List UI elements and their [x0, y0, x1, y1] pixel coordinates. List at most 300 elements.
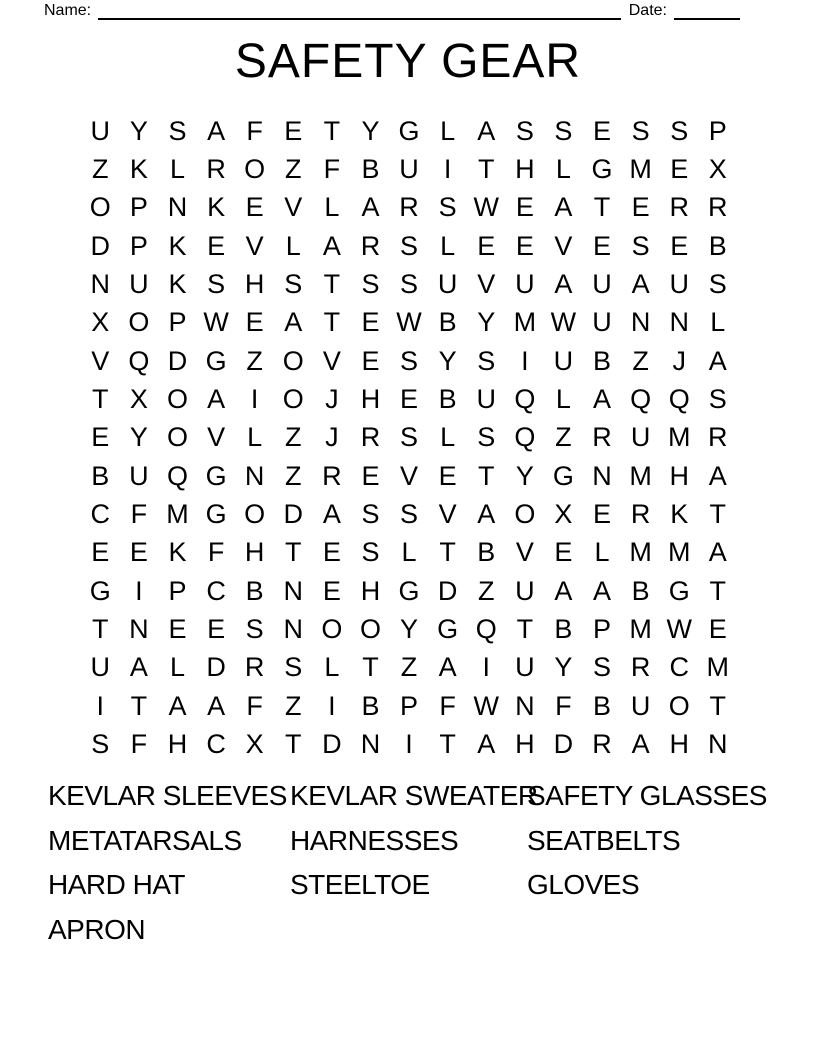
grid-letter: O — [244, 499, 266, 530]
grid-letter: J — [325, 384, 339, 415]
grid-letter: A — [631, 729, 650, 760]
word-list-item: SEATBELTS — [527, 824, 681, 856]
grid-letter: P — [168, 575, 187, 606]
grid-letter: X — [245, 729, 264, 760]
word-list-item: KEVLAR SWEATER — [290, 780, 538, 812]
grid-letter: S — [168, 115, 187, 146]
grid-letter: O — [166, 384, 188, 415]
grid-letter: V — [400, 460, 419, 491]
grid-letter: N — [669, 307, 689, 338]
grid-letter: H — [244, 537, 265, 568]
grid-letter: B — [631, 575, 650, 606]
grid-letter: S — [400, 230, 419, 261]
grid-letter: Z — [285, 460, 302, 491]
grid-letter: E — [515, 230, 534, 261]
grid-letter: I — [521, 345, 529, 376]
grid-letter: S — [91, 729, 110, 760]
grid-letter: U — [476, 384, 496, 415]
grid-letter: Z — [555, 422, 572, 453]
grid-letter: Z — [477, 575, 495, 606]
grid-letter: E — [361, 307, 380, 338]
grid-letter: E — [207, 614, 226, 645]
grid-letter: U — [630, 690, 651, 721]
grid-letter: A — [477, 499, 496, 530]
grid-letter: C — [206, 729, 226, 760]
grid-letter: S — [400, 499, 419, 530]
grid-letter: T — [323, 307, 341, 338]
grid-letter: E — [322, 575, 341, 606]
grid-letter: U — [129, 460, 149, 491]
grid-letter: U — [630, 422, 651, 453]
grid-letter: E — [361, 460, 380, 491]
grid-letter: W — [666, 614, 692, 645]
grid-letter: M — [513, 307, 537, 338]
grid-letter: B — [361, 154, 380, 185]
grid-letter: M — [629, 614, 652, 645]
grid-letter: S — [284, 269, 303, 300]
grid-letter: F — [207, 537, 225, 568]
grid-letter: S — [245, 614, 264, 645]
grid-letter: U — [399, 154, 419, 185]
grid-letter: M — [629, 460, 652, 491]
grid-letter: N — [90, 269, 111, 300]
grid-letter: G — [398, 115, 420, 146]
grid-letter: F — [130, 729, 148, 760]
grid-letter: E — [708, 614, 727, 645]
word-list-item: SAFETY GLASSES — [527, 780, 767, 812]
grid-letter: B — [554, 614, 573, 645]
grid-letter: S — [631, 115, 650, 146]
grid-letter: E — [670, 154, 689, 185]
grid-letter: O — [321, 614, 343, 645]
word-list-item: GLOVES — [527, 869, 640, 901]
grid-letter: P — [129, 192, 148, 223]
grid-letter: X — [129, 384, 148, 415]
grid-letter: E — [129, 537, 148, 568]
grid-letter: Y — [438, 345, 457, 376]
grid-letter: P — [168, 307, 187, 338]
grid-letter: Y — [554, 652, 573, 683]
grid-letter: Z — [632, 345, 649, 376]
grid-letter: N — [630, 307, 651, 338]
grid-letter: G — [591, 154, 613, 185]
grid-letter: H — [515, 729, 535, 760]
grid-letter: U — [90, 652, 111, 683]
grid-letter: T — [477, 460, 495, 491]
grid-letter: A — [438, 652, 457, 683]
grid-letter: E — [361, 345, 380, 376]
grid-letter: V — [438, 499, 457, 530]
grid-letter: Q — [514, 384, 536, 415]
grid-letter: K — [168, 537, 187, 568]
grid-letter: Z — [285, 422, 302, 453]
grid-letter: A — [129, 652, 148, 683]
grid-letter: T — [593, 192, 611, 223]
grid-letter: B — [91, 460, 110, 491]
grid-letter: B — [438, 307, 457, 338]
grid-letter: A — [708, 345, 727, 376]
grid-letter: S — [593, 652, 612, 683]
grid-letter: N — [515, 690, 535, 721]
grid-letter: F — [130, 499, 148, 530]
grid-letter: V — [207, 422, 226, 453]
grid-letter: T — [285, 729, 302, 760]
grid-letter: E — [438, 460, 457, 491]
grid-letter: O — [668, 690, 690, 721]
grid-letter: D — [90, 230, 111, 261]
grid-letter: W — [203, 307, 229, 338]
grid-letter: K — [168, 230, 187, 261]
grid-letter: Q — [166, 460, 188, 491]
grid-letter: S — [631, 230, 650, 261]
grid-letter: R — [669, 192, 689, 223]
grid-letter: D — [283, 499, 304, 530]
grid-letter: N — [708, 729, 728, 760]
grid-letter: C — [206, 575, 226, 606]
grid-letter: T — [323, 115, 341, 146]
grid-letter: S — [284, 652, 303, 683]
grid-letter: A — [207, 115, 226, 146]
grid-letter: Y — [477, 307, 496, 338]
grid-letter: T — [130, 690, 148, 721]
grid-letter: O — [359, 614, 381, 645]
grid-letter: O — [514, 499, 536, 530]
grid-letter: A — [554, 192, 573, 223]
grid-letter: S — [400, 269, 419, 300]
grid-letter: A — [477, 729, 496, 760]
grid-letter: K — [129, 154, 148, 185]
grid-letter: L — [710, 307, 726, 338]
grid-letter: A — [708, 460, 727, 491]
grid-letter: L — [169, 154, 185, 185]
grid-letter: T — [362, 652, 379, 683]
grid-letter: N — [244, 460, 265, 491]
grid-letter: U — [437, 269, 458, 300]
name-label: Name: — [44, 2, 92, 19]
grid-letter: Q — [128, 345, 150, 376]
grid-letter: Y — [400, 614, 419, 645]
grid-letter: S — [554, 115, 573, 146]
grid-letter: V — [91, 345, 110, 376]
grid-letter: E — [245, 192, 264, 223]
grid-letter: H — [515, 154, 535, 185]
grid-letter: O — [244, 154, 266, 185]
name-fill-line — [98, 1, 621, 20]
grid-letter: Z — [285, 154, 302, 185]
grid-letter: U — [553, 345, 574, 376]
grid-letter: X — [91, 307, 110, 338]
grid-letter: V — [515, 537, 534, 568]
grid-letter: P — [400, 690, 419, 721]
grid-letter: U — [129, 269, 149, 300]
grid-letter: D — [553, 729, 574, 760]
grid-letter: O — [128, 307, 150, 338]
grid-letter: G — [668, 575, 690, 606]
grid-letter: E — [554, 537, 573, 568]
grid-letter: G — [89, 575, 111, 606]
grid-letter: R — [592, 422, 612, 453]
grid-letter: F — [246, 690, 263, 721]
grid-letter: R — [708, 192, 728, 223]
grid-letter: N — [167, 192, 188, 223]
grid-letter: A — [284, 307, 303, 338]
word-list-item: STEELTOE — [290, 869, 430, 901]
grid-letter: G — [437, 614, 459, 645]
grid-letter: C — [90, 499, 111, 530]
grid-letter: S — [477, 345, 496, 376]
grid-letter: A — [631, 269, 650, 300]
grid-letter: U — [592, 269, 612, 300]
grid-letter: W — [550, 307, 577, 338]
grid-letter: I — [96, 690, 105, 721]
grid-letter: T — [92, 384, 109, 415]
grid-letter: B — [438, 384, 457, 415]
grid-letter: L — [247, 422, 263, 453]
grid-letter: B — [708, 230, 727, 261]
grid-letter: E — [593, 115, 612, 146]
grid-letter: L — [401, 537, 417, 568]
grid-letter: S — [361, 537, 380, 568]
grid-letter: M — [706, 652, 730, 683]
grid-letter: T — [439, 537, 456, 568]
grid-letter: P — [593, 614, 612, 645]
grid-letter: W — [473, 690, 499, 721]
grid-letter: X — [554, 499, 573, 530]
grid-letter: E — [322, 537, 341, 568]
grid-letter: R — [708, 422, 728, 453]
grid-letter: L — [324, 652, 340, 683]
grid-letter: Y — [515, 460, 534, 491]
grid-letter: H — [244, 269, 265, 300]
grid-letter: I — [328, 690, 336, 721]
grid-letter: F — [439, 690, 456, 721]
grid-letter: N — [592, 460, 612, 491]
grid-letter: Y — [129, 115, 148, 146]
grid-letter: A — [554, 269, 573, 300]
grid-letter: U — [515, 652, 535, 683]
grid-letter: A — [361, 192, 380, 223]
grid-letter: O — [89, 192, 111, 223]
grid-letter: V — [477, 269, 496, 300]
grid-letter: S — [708, 269, 727, 300]
grid-letter: L — [169, 652, 185, 683]
grid-letter: D — [167, 345, 188, 376]
grid-letter: V — [554, 230, 573, 261]
grid-letter: W — [396, 307, 422, 338]
grid-letter: L — [440, 422, 456, 453]
grid-letter: P — [129, 230, 148, 261]
date-fill-line — [674, 1, 740, 20]
word-list-column-2 — [290, 774, 538, 908]
grid-letter: T — [477, 154, 495, 185]
grid-letter: B — [593, 345, 612, 376]
grid-letter: L — [285, 230, 301, 261]
grid-letter: A — [322, 230, 341, 261]
grid-letter: M — [629, 154, 652, 185]
grid-letter: I — [443, 154, 452, 185]
grid-letter: V — [322, 345, 341, 376]
grid-letter: E — [245, 307, 264, 338]
grid-letter: H — [360, 575, 381, 606]
grid-letter: M — [667, 537, 691, 568]
grid-letter: H — [167, 729, 188, 760]
grid-letter: A — [554, 575, 573, 606]
page-title: SAFETY GEAR — [234, 35, 582, 88]
grid-letter: O — [166, 422, 188, 453]
grid-letter: G — [552, 460, 574, 491]
grid-letter: S — [708, 384, 727, 415]
grid-letter: R — [206, 154, 226, 185]
grid-letter: W — [473, 192, 499, 223]
grid-letter: Q — [514, 422, 536, 453]
grid-letter: V — [245, 230, 264, 261]
grid-letter: D — [437, 575, 458, 606]
grid-letter: T — [92, 614, 109, 645]
word-list-column-3 — [527, 774, 767, 908]
grid-letter: F — [323, 154, 341, 185]
grid-letter: V — [284, 192, 303, 223]
grid-letter: T — [285, 537, 302, 568]
grid-letter: B — [477, 537, 496, 568]
grid-letter: T — [323, 269, 341, 300]
grid-letter: B — [361, 690, 380, 721]
word-list-item: KEVLAR SLEEVES — [48, 780, 287, 812]
grid-letter: Z — [246, 345, 263, 376]
word-list-item: HARD HAT — [48, 869, 186, 901]
grid-letter: A — [477, 115, 496, 146]
grid-letter: Z — [285, 690, 302, 721]
grid-letter: N — [283, 614, 304, 645]
grid-letter: A — [322, 499, 341, 530]
grid-letter: Y — [361, 115, 380, 146]
grid-letter: M — [629, 537, 652, 568]
word-list-column-1 — [48, 774, 287, 952]
grid-letter: A — [207, 384, 226, 415]
grid-letter: R — [322, 460, 342, 491]
grid-letter: Z — [92, 154, 109, 185]
grid-letter: T — [516, 614, 534, 645]
grid-letter: A — [708, 537, 727, 568]
grid-letter: U — [515, 575, 535, 606]
grid-letter: R — [630, 499, 651, 530]
header — [44, 1, 740, 20]
grid-letter: E — [593, 230, 612, 261]
grid-letter: Y — [129, 422, 148, 453]
grid-letter: T — [709, 575, 727, 606]
grid-letter: N — [129, 614, 149, 645]
grid-letter: I — [405, 729, 413, 760]
grid-letter: S — [438, 192, 457, 223]
grid-letter: F — [246, 115, 263, 146]
grid-letter: S — [361, 269, 380, 300]
grid-letter: A — [207, 690, 226, 721]
grid-letter: A — [593, 384, 612, 415]
grid-letter: Q — [475, 614, 497, 645]
grid-letter: P — [708, 115, 727, 146]
grid-letter: R — [244, 652, 265, 683]
grid-letter: S — [400, 345, 419, 376]
grid-letter: K — [207, 192, 226, 223]
grid-letter: U — [592, 307, 612, 338]
date-label: Date: — [628, 2, 667, 19]
grid-letter: J — [672, 345, 686, 376]
grid-letter: E — [477, 230, 496, 261]
grid-letter: O — [282, 384, 304, 415]
grid-letter: M — [166, 499, 189, 530]
grid-letter: G — [205, 499, 227, 530]
grid-letter: S — [477, 422, 496, 453]
grid-letter: S — [361, 499, 380, 530]
grid-letter: E — [91, 537, 110, 568]
grid-letter: L — [555, 384, 571, 415]
grid-letter: X — [708, 154, 727, 185]
grid-letter: J — [325, 422, 339, 453]
grid-letter: E — [168, 614, 187, 645]
grid-letter: L — [555, 154, 571, 185]
grid-letter: R — [630, 652, 651, 683]
word-search-grid — [81, 112, 737, 764]
grid-letter: H — [669, 729, 689, 760]
grid-letter: F — [555, 690, 572, 721]
grid-letter: Z — [400, 652, 418, 683]
grid-letter: K — [670, 499, 689, 530]
grid-letter: R — [399, 192, 419, 223]
grid-letter: R — [360, 422, 381, 453]
grid-letter: G — [205, 345, 227, 376]
grid-letter: U — [90, 115, 111, 146]
grid-letter: E — [593, 499, 612, 530]
grid-letter: U — [515, 269, 535, 300]
grid-letter: L — [324, 192, 340, 223]
grid-letter: H — [669, 460, 689, 491]
grid-letter: E — [207, 230, 226, 261]
grid-letter: E — [670, 230, 689, 261]
grid-letter: T — [439, 729, 456, 760]
grid-letter: N — [360, 729, 381, 760]
grid-letter: E — [515, 192, 534, 223]
grid-letter: N — [283, 575, 304, 606]
grid-letter: S — [670, 115, 689, 146]
grid-letter: S — [515, 115, 534, 146]
grid-letter: B — [593, 690, 612, 721]
grid-letter: E — [284, 115, 303, 146]
word-list-item: METATARSALS — [48, 824, 242, 856]
grid-letter: D — [206, 652, 226, 683]
grid-letter: Q — [630, 384, 652, 415]
grid-letter: T — [709, 499, 727, 530]
word-list-item: HARNESSES — [290, 824, 459, 856]
grid-letter: M — [667, 422, 691, 453]
grid-letter: I — [482, 652, 490, 683]
grid-letter: E — [631, 192, 650, 223]
grid-letter: B — [245, 575, 264, 606]
grid-letter: U — [669, 269, 689, 300]
grid-letter: R — [592, 729, 612, 760]
grid-letter: S — [400, 422, 419, 453]
word-list-item: APRON — [48, 914, 146, 946]
grid-letter: G — [398, 575, 420, 606]
grid-letter: H — [360, 384, 381, 415]
grid-letter: K — [168, 269, 187, 300]
grid-letter: A — [593, 575, 612, 606]
grid-letter: G — [205, 460, 227, 491]
grid-letter: Q — [668, 384, 690, 415]
grid-letter: E — [400, 384, 419, 415]
grid-letter: L — [594, 537, 610, 568]
grid-letter: A — [168, 690, 187, 721]
grid-letter: R — [360, 230, 381, 261]
grid-letter: E — [91, 422, 110, 453]
